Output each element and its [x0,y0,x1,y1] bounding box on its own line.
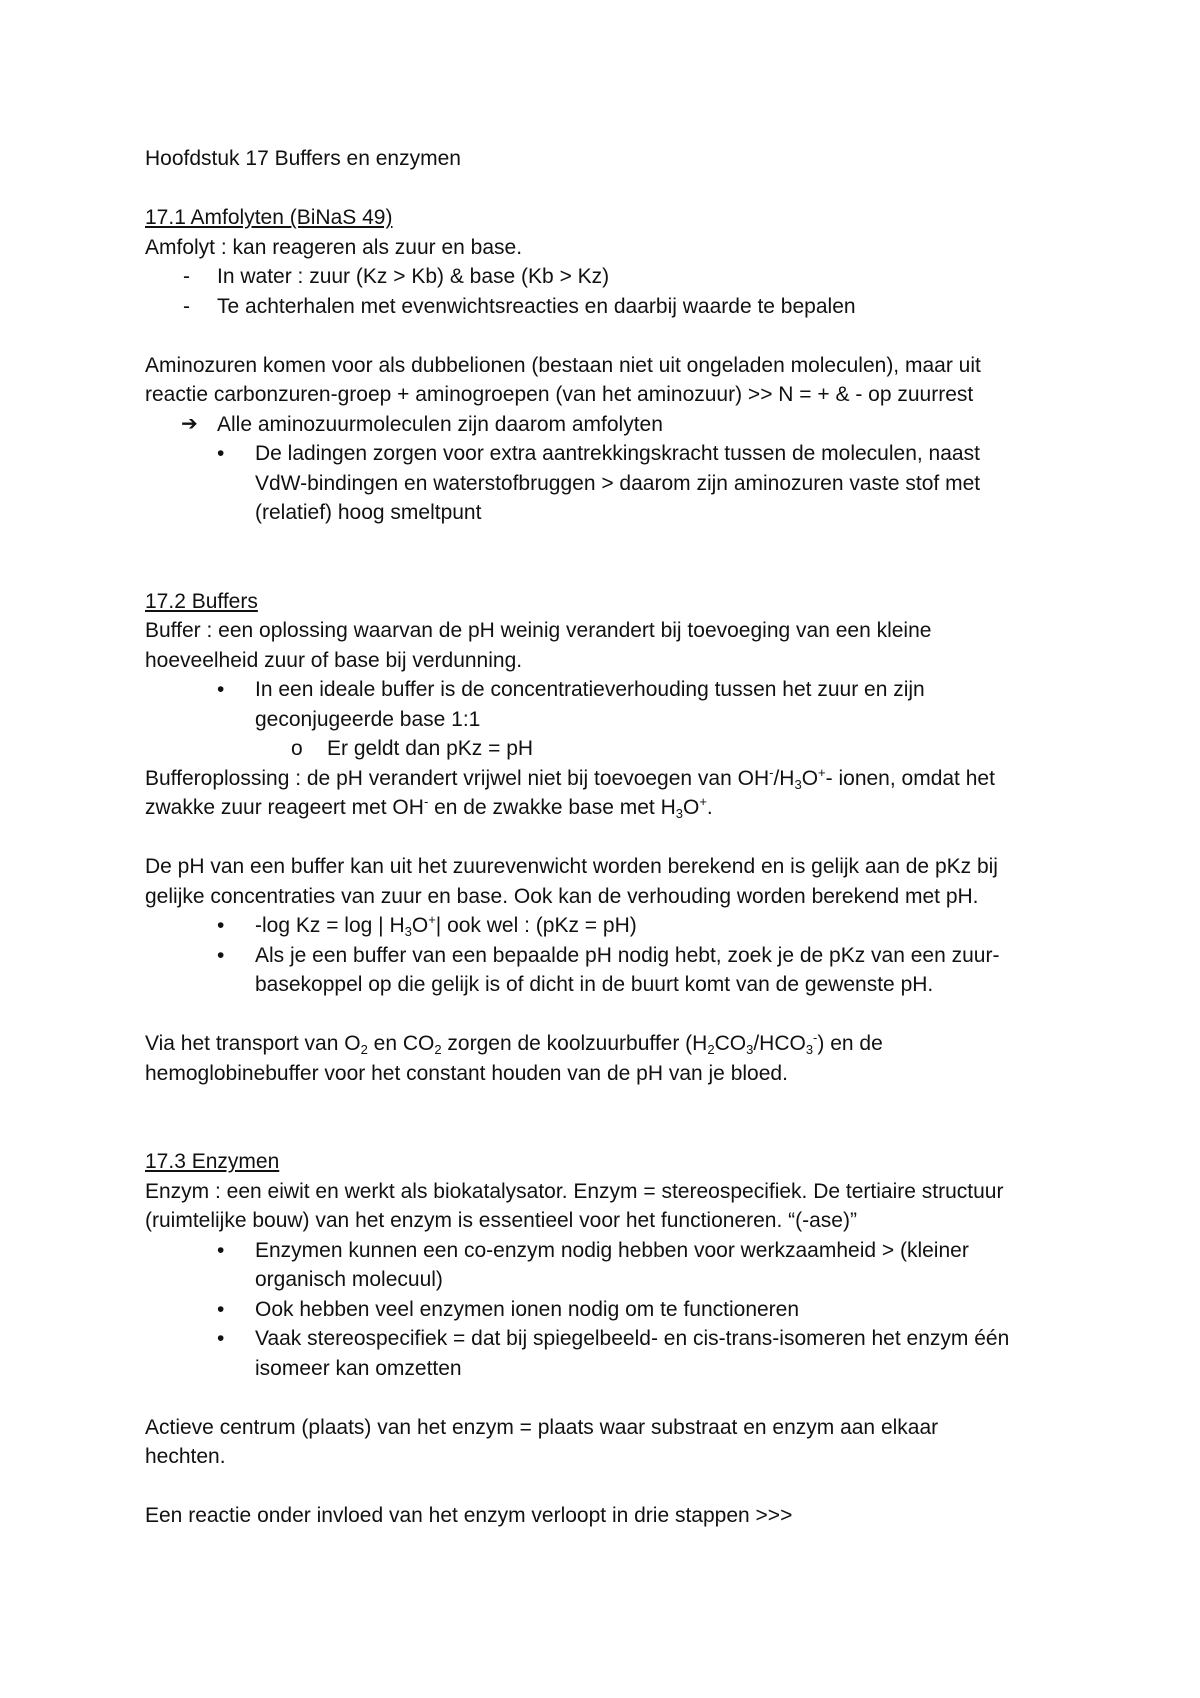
dash-list-item [145,292,1085,322]
bullet-list-item [145,675,1085,705]
bullet-continuation [145,469,1085,499]
bullet-list-item [145,911,1085,941]
text-run: . [706,796,713,819]
spacer [145,321,1085,351]
paragraph-line: Actieve centrum (plaats) van het enzym = plaats waar substraat en enzym aan elkaar [145,1415,939,1439]
bullet-item-text: (relatief) hoog smeltpunt [255,501,482,524]
bullet-icon: • [217,1238,225,1262]
text-run: Bufferoplossing : de pH verandert vrijwel niet bij toevoegen van OH [145,766,770,790]
definition-enzym: (ruimtelijke bouw) van het enzym is essentieel voor het functioneren. “(-ase)” [145,1209,857,1232]
section-heading-amfolyten: 17.1 Amfolyten (BiNaS 49) [145,206,393,229]
bullet-continuation [145,1265,1085,1295]
definition-buffer: Buffer : een oplossing waarvan de pH weinig verandert bij toevoeging van een kleine [145,619,932,642]
spacer [145,528,1085,587]
section-heading-enzymen: 17.3 Enzymen [145,1150,280,1173]
bullet-icon: • [217,943,225,967]
bullet-item-text: Als je een buffer van een bepaalde pH nodig hebt, zoek je de pKz van een zuur- [255,943,1000,967]
text-run: en CO [367,1032,435,1055]
spacer [145,823,1085,853]
definition-enzym: Enzym : een eiwit en werkt als biokatalysator. Enzym = stereospecifiek. De tertiaire structuur [145,1179,1004,1203]
bullet-item-text: geconjugeerde base 1:1 [255,707,481,731]
spacer [145,1088,1085,1147]
paragraph-line: hechten. [145,1445,226,1468]
definition-amfolyt: Amfolyt : kan reageren als zuur en base. [145,235,523,259]
paragraph-line: Aminozuren komen voor als dubbelionen (bestaan niet uit ongeladen moleculen), maar uit [145,353,981,377]
paragraph-line: De pH van een buffer kan uit het zuurevenwicht worden berekend en is gelijk aan de pKz bij [145,855,998,878]
superscript: + [699,794,707,809]
superscript: + [818,764,826,780]
section-heading-buffers: 17.2 Buffers [145,589,258,613]
text-run: O [682,796,700,819]
bullet-item-text: De ladingen zorgen voor extra aantrekkingskracht tussen de moleculen, naast [255,442,980,465]
text-run: | ook wel : (pKz = pH) [435,914,637,937]
text-run: - ionen, omdat het [825,766,995,790]
spacer [145,1000,1085,1030]
bullet-item-text: VdW-bindingen en waterstofbruggen > daarom zijn aminozuren vaste stof met [255,471,981,495]
document-content [145,144,1085,1531]
text-run: Via het transport van O [145,1032,361,1055]
final-line: Een reactie onder invloed van het enzym verloopt in drie stappen >>> [145,1504,793,1527]
bufferoplossing-line [145,793,1085,823]
bullet-continuation [145,1354,1085,1384]
subscript: 3 [675,806,683,821]
text-run: en de zwakke base met H [428,796,676,819]
bullet-continuation [145,498,1085,528]
sub-bullet-text: Er geldt dan pKz = pH [327,737,534,760]
superscript: + [428,912,436,927]
subscript: 2 [434,1042,442,1057]
superscript: - [423,794,429,809]
subscript: 3 [794,776,802,792]
subscript: 2 [707,1042,715,1057]
text-run: zorgen de koolzuurbuffer (H [441,1032,708,1055]
arrow-right-icon: ➔ [181,412,198,435]
spacer [145,1383,1085,1413]
text-run: O [801,766,819,790]
bullet-icon: • [217,914,225,937]
bullet-item-text: basekoppel op die gelijk is of dicht in de buurt komt van de gewenste pH. [255,973,934,996]
text-run: CO [714,1032,747,1055]
bullet-item-text: Vaak stereospecifiek = dat bij spiegelbeeld- en cis-trans-isomeren het enzym één [255,1327,1010,1350]
bullet-icon: • [217,1297,225,1321]
text-run: -log Kz = log | H [255,914,405,937]
bufferoplossing-line [145,764,1085,794]
text-run: ) en de [817,1032,883,1055]
bullet-continuation [145,970,1085,1000]
bullet-list-item [145,1324,1085,1354]
arrow-item-text: Alle aminozuurmoleculen zijn daarom amfolyten [217,412,663,436]
text-run: /H [773,766,795,790]
bullet-icon: • [217,1327,225,1350]
bullet-item-text: isomeer kan omzetten [255,1356,462,1380]
dash-item-text: Te achterhalen met evenwichtsreacties en daarbij waarde te bepalen [217,294,856,318]
dash-item-text: In water : zuur (Kz > Kb) & base (Kb > Kz) [217,265,610,288]
bullet-item-text: Enzymen kunnen een co-enzym nodig hebben voor werkzaamheid > (kleiner [255,1238,969,1262]
dash-marker: - [183,294,190,318]
paragraph-line: gelijke concentraties van zuur en base. Ook kan de verhouding worden berekend met pH. [145,884,979,908]
dash-marker: - [183,265,190,288]
sub-bullet-list-item [145,734,1085,764]
bullet-item-text: In een ideale buffer is de concentratieverhouding tussen het zuur en zijn [255,678,925,701]
text-run: /HCO [753,1032,806,1055]
bullet-list-item [145,1295,1085,1325]
spacer [145,174,1085,204]
subscript: 3 [805,1042,814,1057]
bullet-icon: • [217,678,225,701]
subscript: 2 [360,1042,368,1057]
bullet-item-text: Ook hebben veel enzymen ionen nodig om te functioneren [255,1297,800,1321]
bullet-list-item [145,941,1085,971]
bullet-icon: • [217,442,225,465]
transport-line [145,1029,1085,1059]
superscript: - [813,1030,818,1045]
transport-line: hemoglobinebuffer voor het constant houden van de pH van je bloed. [145,1061,788,1085]
spacer [145,1472,1085,1502]
superscript: - [769,764,774,780]
subscript: 3 [746,1042,754,1057]
bullet-item-text: organisch molecuul) [255,1268,443,1291]
arrow-list-item [145,410,1085,440]
bullet-continuation [145,705,1085,735]
bullet-list-item [145,439,1085,469]
paragraph-line: reactie carbonzuren-groep + aminogroepen (van het aminozuur) >> N = + & - op zuurrest [145,383,974,406]
text-run: zwakke zuur reageert met OH [145,796,424,819]
definition-buffer: hoeveelheid zuur of base bij verdunning. [145,648,523,672]
circle-bullet-icon: o [291,737,303,760]
bullet-item-text [255,914,637,937]
document-title: Hoofdstuk 17 Buffers en enzymen [145,147,461,170]
subscript: 3 [404,924,412,939]
text-run: O [411,914,429,937]
dash-list-item [145,262,1085,292]
bullet-list-item [145,1236,1085,1266]
